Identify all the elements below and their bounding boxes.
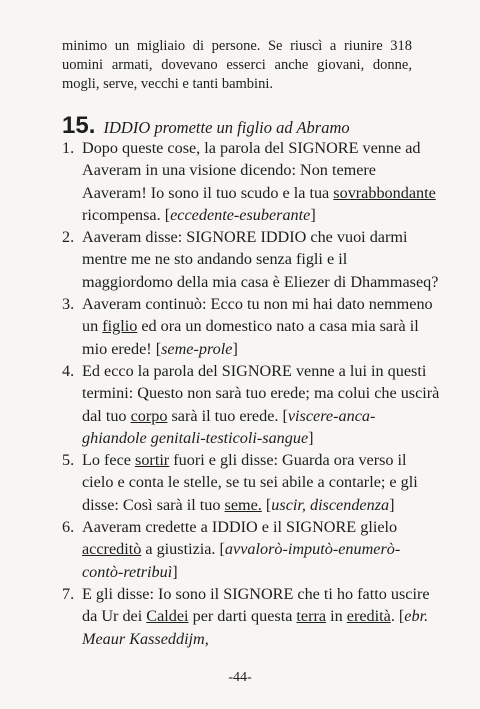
verse-text: . [ bbox=[390, 607, 405, 626]
underlined-word: sovrabbondante bbox=[333, 183, 436, 202]
intro-paragraph: minimo un migliaio di persone. Se riuscì a riunire 318 uomini armati, dovevano esserci anche giovani, donne, mogli, serve, vecchi e tanti bambini. bbox=[62, 38, 412, 92]
verse-text: Aaveram continuò: Ecco tu non mi hai dato nemmeno un bbox=[82, 295, 433, 336]
verse-text: Dopo queste cose, la parola del SIGNORE venne ad Aaveram in una visione dicendo: Non temere Aaveram! Io sono il tuo scudo e la tua bbox=[82, 139, 421, 202]
page-number: -44- bbox=[228, 670, 252, 685]
verse-text: [ bbox=[261, 495, 272, 514]
verse-text: sarà il tuo erede. [ bbox=[167, 406, 288, 425]
verse-list bbox=[0, 137, 440, 650]
verse-text: ] bbox=[232, 339, 238, 358]
underlined-word: Caldei bbox=[146, 607, 189, 626]
bracket-note: avvalorò-imputò-enumerò-contò-retribuì bbox=[82, 540, 401, 581]
verse-item bbox=[0, 360, 440, 449]
bracket-note: viscere-anca-ghiandole genitali-testicoli-sangue bbox=[82, 406, 376, 447]
chapter-number: 15. bbox=[62, 112, 96, 139]
verse-number: 5. bbox=[62, 451, 75, 470]
verse-number: 4. bbox=[62, 361, 75, 380]
underlined-word: corpo bbox=[130, 406, 168, 425]
underlined-word: terra bbox=[296, 607, 327, 626]
verse-text: Lo fece bbox=[82, 451, 136, 470]
verse-text: Aaveram disse: SIGNORE IDDIO che vuoi darmi mentre me ne sto andando senza figli e il maggiordomo della mia casa è Eliezer di Dhammaseq? bbox=[82, 228, 439, 291]
chapter-title: IDDIO promette un figlio ad Abramo bbox=[103, 118, 350, 137]
verse-number: 7. bbox=[62, 584, 75, 603]
verse-number: 3. bbox=[62, 295, 75, 314]
bracket-note: ebr. Meaur Kasseddijm, bbox=[82, 607, 429, 648]
bracket-note: uscir, discendenza bbox=[271, 495, 390, 514]
verse-text: ] bbox=[172, 562, 178, 581]
verse-item bbox=[0, 516, 440, 583]
verse-item bbox=[0, 137, 440, 226]
verse-text: in bbox=[326, 607, 347, 626]
underlined-word: seme. bbox=[224, 495, 262, 514]
underlined-word: eredità bbox=[346, 607, 391, 626]
bracket-note: seme-prole bbox=[161, 339, 233, 358]
underlined-word: sortir bbox=[135, 451, 170, 470]
bracket-note: eccedente-esuberante bbox=[170, 205, 311, 224]
verse-text: a giustizia. [ bbox=[141, 540, 225, 559]
verse-item bbox=[0, 226, 440, 293]
verse-item bbox=[0, 293, 440, 360]
verse-text: ] bbox=[308, 428, 314, 447]
verse-text: Aaveram credette a IDDIO e il SIGNORE glielo bbox=[82, 518, 398, 537]
verse-text: per darti questa bbox=[188, 607, 297, 626]
verse-text: Ed ecco la parola del SIGNORE venne a lui in questi termini: Questo non sarà tuo erede; ma colui che uscirà dal tuo bbox=[82, 361, 440, 425]
verse-text: E gli disse: Io sono il SIGNORE che ti ho fatto uscire da Ur dei bbox=[82, 584, 430, 626]
verse-number: 2. bbox=[62, 228, 75, 247]
verse-text: fuori e gli disse: Guarda ora verso il cielo e conta le stelle, se tu sei abile a contarle; e gli disse: Così sarà il tuo bbox=[82, 451, 418, 514]
verse-text: ed ora un domestico nato a casa mia sarà il mio erede! [ bbox=[82, 317, 419, 358]
verse-text: ricompensa. [ bbox=[82, 205, 171, 224]
verse-text: ] bbox=[389, 495, 395, 514]
underlined-word: accreditò bbox=[82, 540, 142, 559]
verse-text: ] bbox=[310, 205, 316, 224]
underlined-word: figlio bbox=[102, 317, 138, 336]
verse-number: 1. bbox=[62, 139, 75, 157]
chapter-heading bbox=[62, 112, 350, 140]
verse-number: 6. bbox=[62, 518, 75, 537]
verse-item bbox=[0, 583, 440, 650]
verse-item bbox=[0, 449, 440, 516]
